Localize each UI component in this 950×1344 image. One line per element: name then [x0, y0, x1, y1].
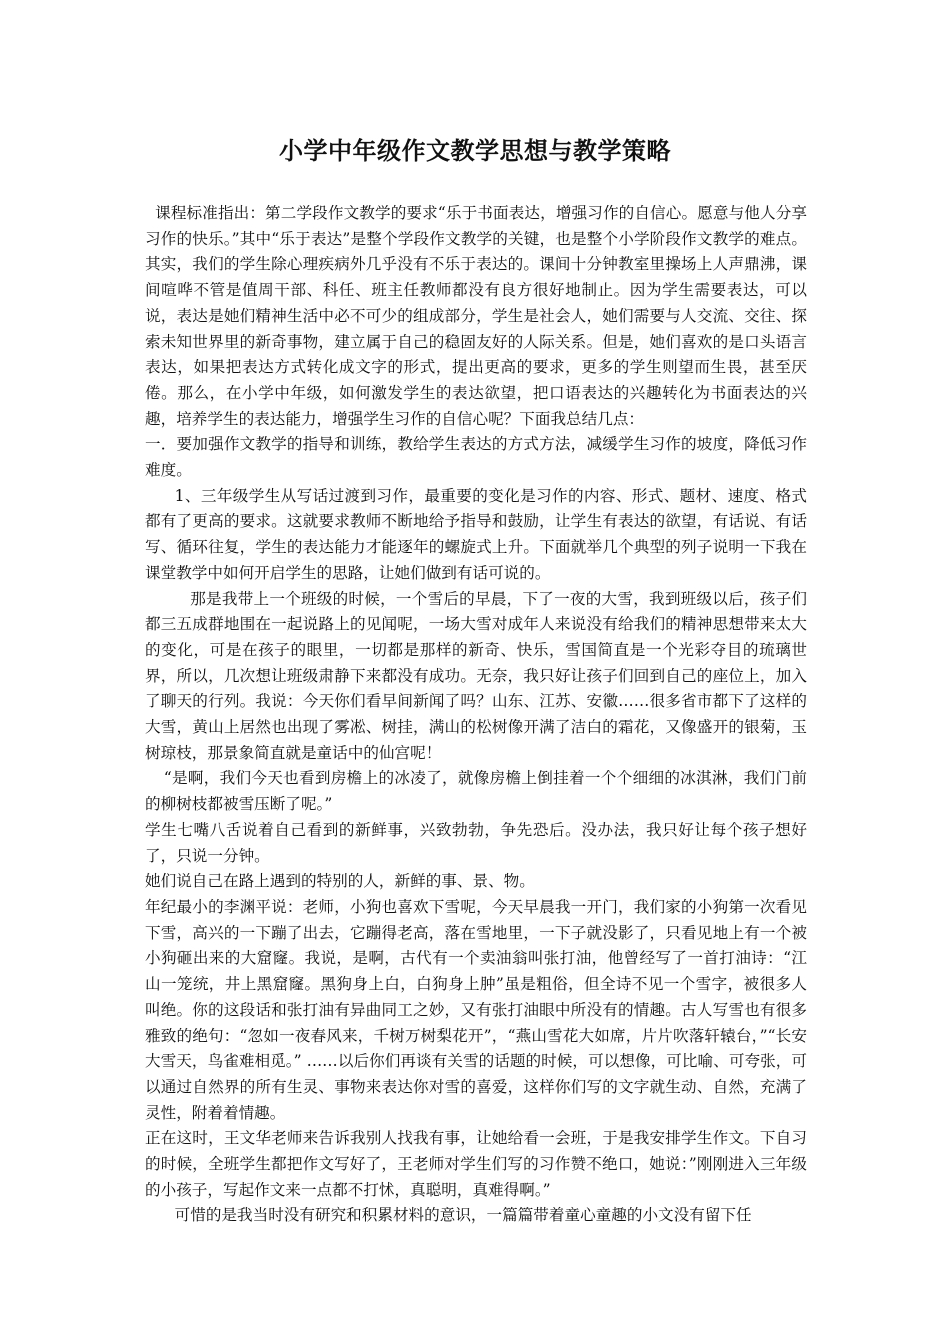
paragraph-student-quote: “是啊，我们今天也看到房檐上的冰凌了，就像房檐上倒挂着一个个细细的冰淇淋，我们门前的柳树枝都被雪压断了呢。”	[145, 769, 807, 814]
paragraph-heading-one: 一．要加强作文教学的指导和训练，教给学生表达的方式方法，减缓学生习作的坡度，降低习作难度。	[145, 435, 807, 480]
paragraph-students-talk: 学生七嘴八舌说着自己看到的新鲜事，兴致勃勃，争先恐后。没办法，我只好让每个孩子想好了，只说一分钟。	[145, 820, 807, 865]
paragraph-snow-story: 那是我带上一个班级的时候，一个雪后的早晨，下了一夜的大雪，我到班级以后，孩子们都三五成群地围在一起说路上的见闻呢，一场大雪对成年人来说没有给我们的精神思想带来太大的变化，可是在孩子的眼里，一切都是那样的新奇、快乐，雪国简直是一个光彩夺目的琉璃世界，所以，几次想让班级肃静下来都没有成功。无奈，我只好让孩子们回到自己的座位上，加入了聊天的行列。我说：今天你们看早间新闻了吗？山东、江苏、安徽……很多省市都下了这样的大雪，黄山上居然也出现了雾凇、树挂，满山的松树像开满了洁白的霜花，又像盛开的银菊，玉树琼枝，那景象简直就是童话中的仙宫呢！	[145, 589, 807, 762]
paragraph-li-yuanping: 年纪最小的李渊平说：老师，小狗也喜欢下雪呢，今天早晨我一开门，我们家的小狗第一次看见下雪，高兴的一下蹦了出去，它蹦得老高，落在雪地里，一下子就没影了，只看见地上有一个被小狗砸出来的大窟窿。我说，是啊，古代有一个卖油翁叫张打油，他曾经写了一首打油诗：“江山一笼统，井上黑窟窿。黑狗身上白，白狗身上肿”虽是粗俗，但全诗不见一个雪字，被很多人叫绝。你的这段话和张打油有异曲同工之妙，又有张打油眼中所没有的情趣。古人写雪也有很多雅致的绝句：“忽如一夜春风来，千树万树梨花开”，“燕山雪花大如席，片片吹落轩辕台，”“长安大雪天，鸟雀难相觅。” ……以后你们再谈有关雪的话题的时候，可以想像，可比喻、可夸张，可以通过自然界的所有生灵、事物来表达你对雪的喜爱，这样你们写的文字就生动、自然，充满了灵性，附着着情趣。	[145, 897, 807, 1122]
paragraph-teacher-wang: 正在这时，王文华老师来告诉我别人找我有事，让她给看一会班，于是我安排学生作文。下自习的时候，全班学生都把作文写好了，王老师对学生们写的习作赞不绝口，她说：”刚刚进入三年级的小孩子，写起作文来一点都不打怵，真聪明，真难得啊。”	[145, 1129, 807, 1199]
document-title: 小学中年级作文教学思想与教学策略	[279, 136, 671, 165]
paragraph-point-one: 1、三年级学生从写话过渡到习作，最重要的变化是习作的内容、形式、题材、速度、格式都有了更高的要求。这就要求教师不断地给予指导和鼓励，让学生有表达的欲望，有话说、有话写、循环往复，学生的表达能力才能逐年的螺旋式上升。下面就举几个典型的列子说明一下我在课堂教学中如何开启学生的思路，让她们做到有话可说的。	[145, 486, 807, 582]
paragraph-new-things: 她们说自己在路上遇到的特别的人，新鲜的事、景、物。	[145, 872, 535, 891]
paragraph-regret: 可惜的是我当时没有研究和积累材料的意识，一篇篇带着童心童趣的小文没有留下任	[174, 1206, 752, 1225]
paragraph-intro: 课程标准指出：第二学段作文教学的要求“乐于书面表达，增强习作的自信心。愿意与他人分享习作的快乐。”其中“乐于表达”是整个学段作文教学的关键，也是整个小学阶段作文教学的难点。其实，我们的学生除心理疾病外几乎没有不乐于表达的。课间十分钟教室里操场上人声鼎沸，课间喧哗不管是值周干部、科任、班主任教师都没有良方很好地制止。因为学生需要表达，可以说，表达是她们精神生活中必不可少的组成部分，学生是社会人，她们需要与人交流、交往、探索未知世界里的新奇事物，建立属于自己的稳固友好的人际关系。但是，她们喜欢的是口头语言表达，如果把表达方式转化成文字的形式，提出更高的要求，更多的学生则望而生畏，甚至厌倦。那么，在小学中年级，如何激发学生的表达欲望，把口语表达的兴趣转化为书面表达的兴趣，培养学生的表达能力，增强学生习作的自信心呢？下面我总结几点：	[145, 204, 807, 428]
document-body	[145, 201, 807, 1229]
